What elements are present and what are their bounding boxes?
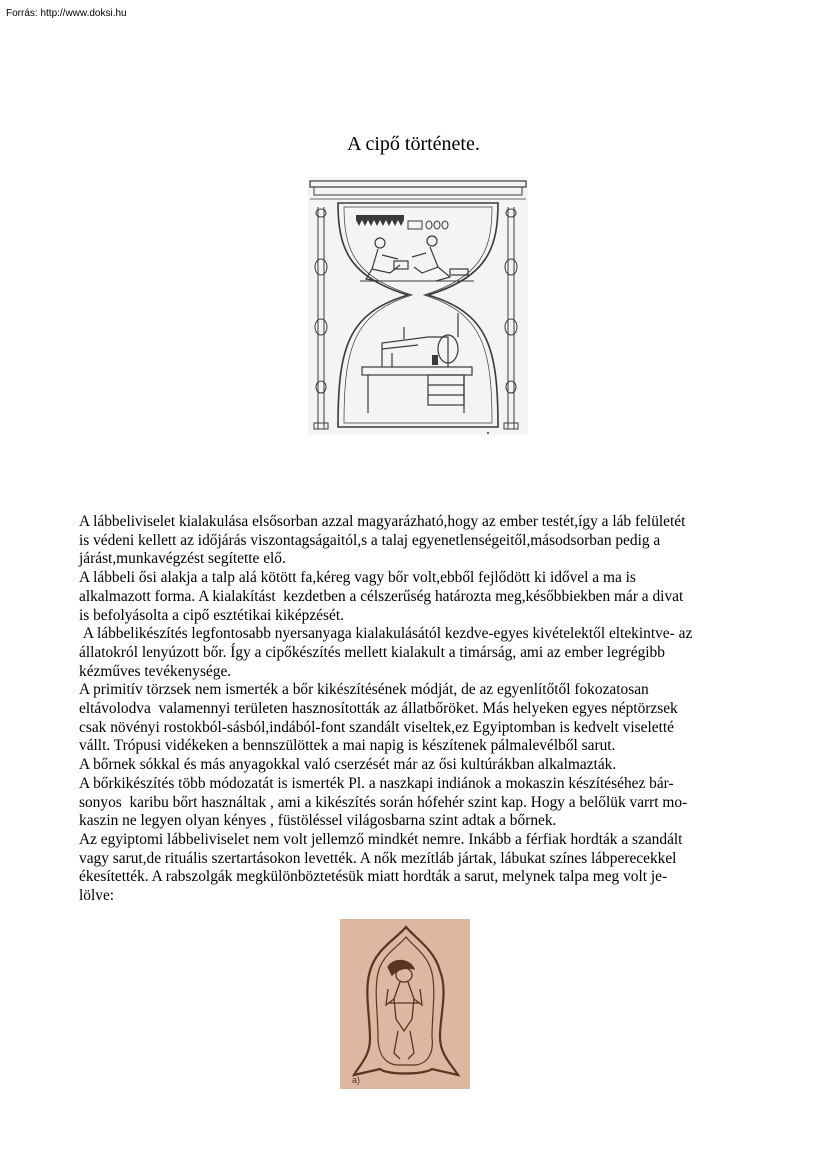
egyptian-sandal-illustration [340,919,470,1089]
paragraph: A lábbelikészítés legfontosabb nyersanyaga kialakulásától kezdve-egyes kivételektől eltekintve- az állatokról lenyúzott bőr. Így a cipőkészítés mellett kialakult a timárság, ami az ember legrégibb kézműves tevékenysége. [79,625,693,680]
paragraph: A primitív törzsek nem ismerték a bőr kikészítésének módját, de az egyenlítőtől fokozatosan eltávolodva valamennyi területen hasznosították az állatbőröket. Más helyeken egyes néptörzsek csak növényi rostokból-sásból,indából-font szandált viseltek,ez Egyiptomban is kedvelt viseletté vállt. Trópusi vidékeken a bennszülöttek a mai napig is készítenek pálmalevélből sarut. [79,681,678,755]
shoemaking-illustration [308,177,528,435]
source-label: Forrás: http://www.doksi.hu [6,8,127,19]
paragraph: Az egyiptomi lábbeliviselet nem volt jellemző mindkét nemre. Inkább a férfiak hordták a szandált vagy sarut,de rituális szertartásokon levették. A nők mezítláb jártak, lábukat színes lábperecekkel ékesítették. A rabszolgák megkülönböztetésük miatt hordták a sarut, melynek talpa meg volt je- lölve: [79,830,683,905]
figure-caption: a) [352,1075,361,1085]
paragraph: A lábbeli ősi alakja a talp alá kötött fa,kéreg vagy bőr volt,ebből fejlődött ki idővel a ma is alkalmazott forma. A kialakítást kezdetben a célszerűség határozta meg,későbbiekben már a divat is befolyásolta a cipő esztétikai kiképzését. [79,569,684,624]
paragraph: A bőrnek sókkal és más anyagokkal való cserzését már az ősi kultúrákban alkalmazták. [79,756,617,774]
paragraph: A bőrkikészítés több módozatát is ismerték Pl. a naszkapi indiánok a mokaszin készítéséhez bár- sonyos karibu bőrt használtak , ami a kikészítés során hófehér szint kap. Hogy a belőlük varrt mo- kaszin ne legyen olyan kényes , füstöléssel világosbarna szint adtak a bőrnek. [79,774,688,830]
page-title: A cipő története. [347,133,480,155]
paragraph: A lábbeliviselet kialakulása elsősorban azzal magyarázható,hogy az ember testét,így a láb felületét is védeni kellett az időjárás viszontagságaitól,s a talaj egyenetlenségeitől,másodsorban pedig a járást,munkavégzést segítette elő. [79,513,686,568]
article-body [79,513,759,906]
